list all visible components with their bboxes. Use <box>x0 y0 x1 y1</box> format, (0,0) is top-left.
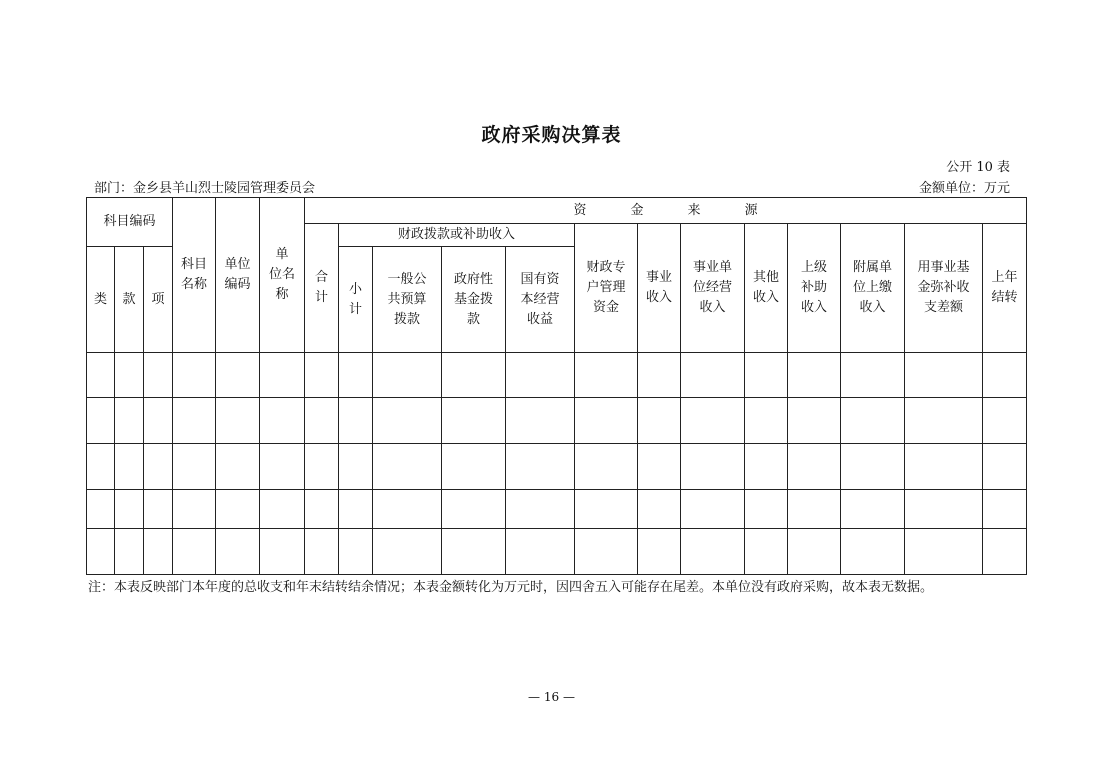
table-cell <box>339 397 373 443</box>
table-cell <box>905 528 983 574</box>
table-cell <box>905 397 983 443</box>
table-cell <box>87 489 115 528</box>
table-cell <box>788 528 841 574</box>
item-header: 项 <box>144 247 173 353</box>
unit-code-header: 单位 编码 <box>216 198 260 353</box>
table-cell <box>681 528 745 574</box>
table-cell <box>260 397 305 443</box>
table-cell <box>115 489 144 528</box>
table-cell <box>87 528 115 574</box>
table-cell <box>788 353 841 397</box>
table-cell <box>339 528 373 574</box>
table-cell <box>216 353 260 397</box>
table-cell <box>87 443 115 489</box>
table-cell <box>638 528 681 574</box>
gov-fund-header: 政府性 基金拨 款 <box>442 247 506 353</box>
table-cell <box>506 528 575 574</box>
table-cell <box>144 528 173 574</box>
table-cell <box>373 397 442 443</box>
table-cell <box>115 353 144 397</box>
amount-unit-label: 金额单位：万元 <box>918 181 1010 196</box>
table-cell <box>788 489 841 528</box>
table-cell <box>173 489 216 528</box>
superior-subsidy-header: 上级 补助 收入 <box>788 224 841 353</box>
class-header: 类 <box>87 247 115 353</box>
table-cell <box>173 443 216 489</box>
table-cell <box>905 443 983 489</box>
table-cell <box>173 353 216 397</box>
fiscal-special-header: 财政专 户管理 资金 <box>575 224 638 353</box>
table-cell <box>260 528 305 574</box>
table-cell <box>260 353 305 397</box>
table-cell <box>841 528 905 574</box>
table-cell <box>983 489 1027 528</box>
table-cell <box>575 353 638 397</box>
table-cell <box>305 397 339 443</box>
table-cell <box>745 397 788 443</box>
table-cell <box>983 443 1027 489</box>
table-cell <box>638 443 681 489</box>
fiscal-appropriation-header: 财政拨款或补助收入 <box>339 224 575 247</box>
table-cell <box>841 353 905 397</box>
table-cell <box>115 528 144 574</box>
table-cell <box>173 528 216 574</box>
table-cell <box>442 443 506 489</box>
table-cell <box>681 397 745 443</box>
table-cell <box>638 397 681 443</box>
table-cell <box>788 443 841 489</box>
table-cell <box>983 353 1027 397</box>
general-budget-header: 一般公 共预算 拨款 <box>373 247 442 353</box>
table-cell <box>339 353 373 397</box>
table-cell <box>442 489 506 528</box>
total-header: 合 计 <box>305 224 339 353</box>
subject-code-header: 科目编码 <box>87 198 173 247</box>
table-cell <box>638 353 681 397</box>
table-cell <box>681 489 745 528</box>
table-cell <box>841 443 905 489</box>
table-cell <box>216 397 260 443</box>
page-number: — 16 — <box>528 690 575 704</box>
business-income-header: 事业 收入 <box>638 224 681 353</box>
table-cell <box>144 489 173 528</box>
table-cell <box>575 443 638 489</box>
table-cell <box>173 397 216 443</box>
table-cell <box>305 489 339 528</box>
table-cell <box>305 353 339 397</box>
table-cell <box>745 443 788 489</box>
funding-source-header: 资 金 来 源 <box>305 198 1027 224</box>
table-row <box>87 443 1027 489</box>
table-cell <box>506 443 575 489</box>
table-cell <box>305 528 339 574</box>
table-cell <box>260 489 305 528</box>
table-cell <box>144 443 173 489</box>
table-cell <box>841 397 905 443</box>
table-cell <box>905 353 983 397</box>
table-cell <box>681 443 745 489</box>
table-cell <box>260 443 305 489</box>
table-cell <box>144 353 173 397</box>
table-cell <box>373 353 442 397</box>
table-cell <box>841 489 905 528</box>
table-row <box>87 397 1027 443</box>
state-capital-header: 国有资 本经营 收益 <box>506 247 575 353</box>
table-cell <box>638 489 681 528</box>
unit-name-header: 单 位名 称 <box>260 198 305 353</box>
table-cell <box>575 528 638 574</box>
sheet-number: 公开 10 表 <box>946 160 1010 175</box>
subtotal-header: 小 计 <box>339 247 373 353</box>
table-cell <box>339 489 373 528</box>
table-cell <box>442 528 506 574</box>
table-row <box>87 489 1027 528</box>
table-row <box>87 528 1027 574</box>
table-cell <box>681 353 745 397</box>
table-cell <box>305 443 339 489</box>
procurement-table <box>86 197 1027 575</box>
table-cell <box>575 397 638 443</box>
table-cell <box>442 397 506 443</box>
table-cell <box>115 443 144 489</box>
table-cell <box>905 489 983 528</box>
affiliated-unit-header: 附属单 位上缴 收入 <box>841 224 905 353</box>
table-body <box>87 353 1027 575</box>
carryover-header: 上年 结转 <box>983 224 1027 353</box>
footnote: 注：本表反映部门本年度的总收支和年末结转结余情况；本表金额转化为万元时，因四舍五入可能存在尾差。本单位没有政府采购，故本表无数据。 <box>88 580 934 595</box>
table-cell <box>373 443 442 489</box>
table-cell <box>788 397 841 443</box>
table-cell <box>983 397 1027 443</box>
table-cell <box>745 353 788 397</box>
table-cell <box>144 397 173 443</box>
section-header: 款 <box>115 247 144 353</box>
table-cell <box>745 489 788 528</box>
table-cell <box>506 353 575 397</box>
reserve-fund-header: 用事业基 金弥补收 支差额 <box>905 224 983 353</box>
table-cell <box>506 397 575 443</box>
table-cell <box>442 353 506 397</box>
page-title: 政府采购决算表 <box>481 124 622 146</box>
table-cell <box>373 489 442 528</box>
table-row <box>87 353 1027 397</box>
table-cell <box>216 489 260 528</box>
table-cell <box>216 528 260 574</box>
table-cell <box>87 353 115 397</box>
other-income-header: 其他 收入 <box>745 224 788 353</box>
table-cell <box>115 397 144 443</box>
table-cell <box>87 397 115 443</box>
subject-name-header: 科目 名称 <box>173 198 216 353</box>
table-cell <box>983 528 1027 574</box>
table-cell <box>216 443 260 489</box>
table-cell <box>506 489 575 528</box>
table-cell <box>745 528 788 574</box>
table-cell <box>373 528 442 574</box>
table-cell <box>575 489 638 528</box>
department-label: 部门：金乡县羊山烈士陵园管理委员会 <box>94 181 316 196</box>
table-cell <box>339 443 373 489</box>
business-unit-income-header: 事业单 位经营 收入 <box>681 224 745 353</box>
